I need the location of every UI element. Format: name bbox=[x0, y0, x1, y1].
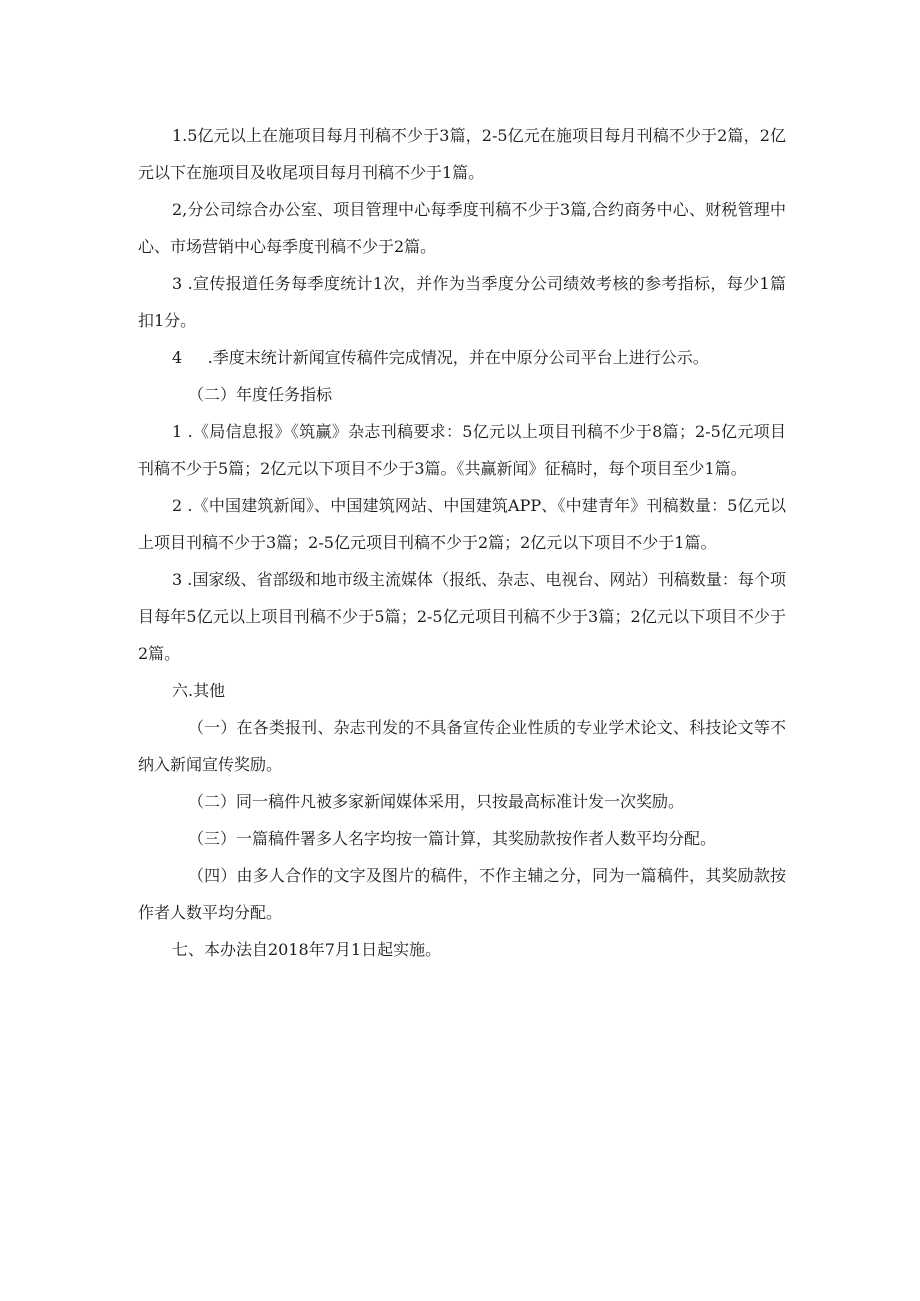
paragraph-quarterly-statistics: 3 .宣传报道任务每季度统计1次，并作为当季度分公司绩效考核的参考指标，每少1篇扣1分。 bbox=[138, 274, 786, 330]
paragraph-bureau-publications: 1 .《局信息报》《筑赢》杂志刊稿要求：5亿元以上项目刊稿不少于8篇；2-5亿元项目刊稿不少于5篇；2亿元以下项目不少于3篇。《共赢新闻》征稿时，每个项目至少1篇。 bbox=[138, 422, 786, 478]
section-heading-other: 六.其他 bbox=[172, 681, 226, 700]
paragraph-department-quarterly-quota: 2,分公司综合办公室、项目管理中心每季度刊稿不少于3篇,合约商务中心、财税管理中心、市场营销中心每季度刊稿不少于2篇。 bbox=[138, 200, 786, 256]
paragraph-other-2: （二）同一稿件凡被多家新闻媒体采用，只按最高标准计发一次奖励。 bbox=[188, 792, 685, 811]
paragraph-effective-date: 七、本办法自2018年7月1日起实施。 bbox=[172, 940, 442, 959]
paragraph-other-4: （四）由多人合作的文字及图片的稿件，不作主辅之分，同为一篇稿件，其奖励款按作者人数平均分配。 bbox=[138, 866, 786, 922]
document-body bbox=[138, 117, 786, 968]
paragraph-other-3: （三）一篇稿件署多人名字均按一篇计算，其奖励款按作者人数平均分配。 bbox=[188, 829, 717, 848]
paragraph-other-1: （一）在各类报刊、杂志刊发的不具备宣传企业性质的专业学术论文、科技论文等不纳入新闻宣传奖励。 bbox=[138, 718, 786, 774]
paragraph-monthly-project-quota: 1.5亿元以上在施项目每月刊稿不少于3篇，2-5亿元在施项目每月刊稿不少于2篇，2亿元以下在施项目及收尾项目每月刊稿不少于1篇。 bbox=[138, 126, 786, 182]
paragraph-quarter-end-publicity: 4 .季度末统计新闻宣传稿件完成情况，并在中原分公司平台上进行公示。 bbox=[172, 348, 709, 367]
paragraph-mainstream-media: 3 .国家级、省部级和地市级主流媒体（报纸、杂志、电视台、网站）刊稿数量：每个项目每年5亿元以上项目刊稿不少于5篇；2-5亿元项目刊稿不少于3篇；2亿元以下项目不少于2篇。 bbox=[138, 570, 786, 663]
section-heading-annual-targets: （二）年度任务指标 bbox=[188, 385, 333, 404]
paragraph-cscec-media: 2 .《中国建筑新闻》、中国建筑网站、中国建筑APP、《中建青年》刊稿数量：5亿元以上项目刊稿不少于3篇；2-5亿元项目刊稿不少于2篇；2亿元以下项目不少于1篇。 bbox=[138, 496, 786, 552]
